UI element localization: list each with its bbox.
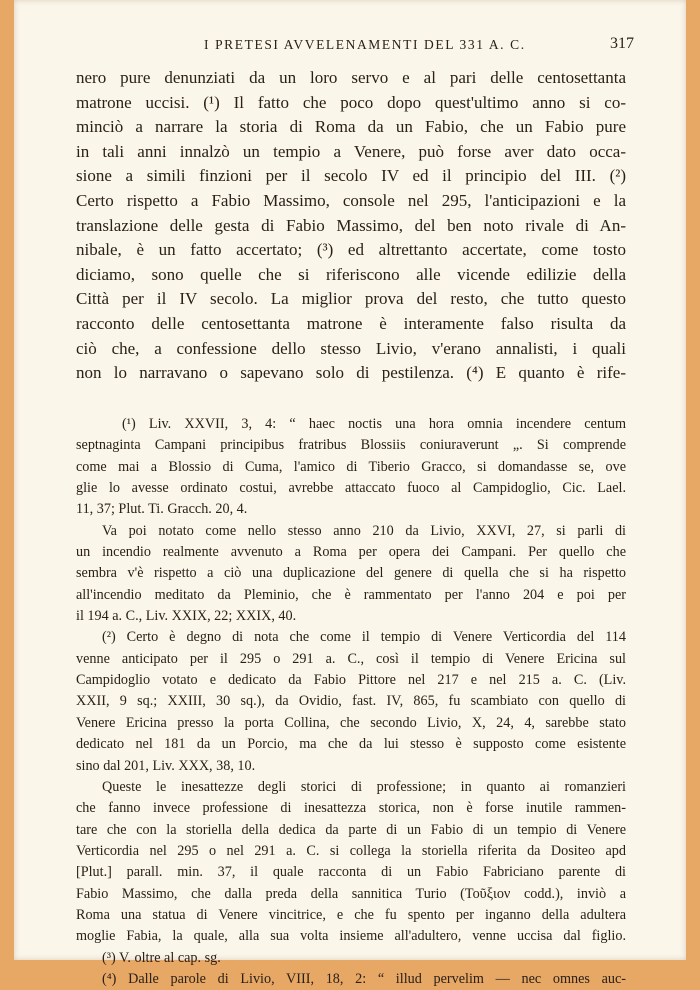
text-line: ciò che, a confessione dello stesso Livio, v'erano annalisti, i quali: [76, 338, 626, 358]
footnote-line: (¹) Liv. XXVII, 3, 4: “ haec noctis una hora omnia incendere centum: [122, 416, 626, 432]
text-line: in tali anni innalzò un tempio a Venere, può forse aver dato occa-: [76, 141, 626, 161]
text-line: matrone uccisi. (¹) Il fatto che poco dopo quest'ultimo anno si co-: [76, 92, 626, 112]
footnote-line: un incendio realmente avvenuto a Roma per opera dei Campani. Per quello che: [76, 544, 626, 561]
text-line: sione a simili finzioni per il secolo IV ed il principio del III. (²): [76, 166, 626, 186]
text-line: minciò a narrare la storia di Roma da un Fabio, che un Fabio pure: [76, 117, 626, 137]
footnote-line: sembra v'è rispetto a ciò una duplicazione del genere di quella che si ha rispetto: [76, 565, 626, 582]
book-page: [14, 0, 686, 987]
footnote-line: Queste le inesattezze degli storici di professione; in quanto ai romanzieri: [102, 778, 626, 795]
footnote-line: tare che con la storiella della dedica da parte di un Fabio di un tempio di Venere: [76, 821, 626, 838]
footnote-line: Roma una statua di Venere vincitrice, e che fu spento per inganno della adultera: [76, 906, 626, 923]
footnote-line: come mai a Blossio di Cuma, l'amico di Tiberio Gracco, si domandasse se, ove: [76, 458, 626, 475]
footnote-line: il 194 a. C., Liv. XXIX, 22; XXIX, 40.: [76, 608, 297, 625]
text-line: diciamo, sono quelle che si riferiscono alle vicende edilizie della: [76, 264, 626, 284]
footnotes: [76, 414, 626, 990]
footnote-line: 11, 37; Plut. Ti. Gracch. 20, 4.: [76, 501, 248, 518]
text-line: Città per il IV secolo. La miglior prova del resto, che tutto questo: [76, 289, 626, 309]
footnote-line: venne anticipato per il 295 o 291 a. C., così il tempio di Venere Ericina sul: [76, 650, 626, 667]
text-line: nibale, è un fatto accertato; (³) ed altrettanto accertate, come tosto: [76, 240, 626, 260]
footnote-line: Campidoglio votato e dedicato da Fabio Pittore nel 217 e nel 215 a. C. (Liv.: [76, 672, 626, 689]
footnote-line: [Plut.] parall. min. 37, il quale racconta di un Fabio Fabriciano parente di: [76, 864, 626, 881]
page-number: 317: [610, 35, 634, 52]
footnote-line: Venere Ericina presso la porta Collina, che secondo Livio, X, 24, 4, sarebbe stato: [76, 714, 626, 731]
footnote-line: dedicato nel 181 da un Porcio, ma che da lui stesso è supposto come esistente: [76, 736, 626, 753]
text-line: nero pure denunziati da un loro servo e al pari delle centosettanta: [76, 68, 626, 87]
footnote-line: XXII, 9 sq.; XXIII, 30 sq.), da Ovidio, fast. IV, 865, fu scambiato con quello di: [76, 693, 626, 710]
footnote-line: Verticordia nel 295 o nel 291 a. C. si collega la storiella riferita da Dositeo apd: [76, 842, 626, 859]
text-line: non lo narravano o sapevano solo di pestilenza. (⁴) E quanto è rife-: [76, 363, 626, 383]
footnote-line: Va poi notato come nello stesso anno 210 da Livio, XXVI, 27, si parli di: [102, 522, 626, 539]
footnote-line: septnaginta Campani principibus fratribus Blossiis coniuraverunt „. Si comprende: [76, 437, 626, 454]
footnote-line: che fanno invece professione di inesattezza storica, non è forse inutile rammen-: [76, 800, 626, 817]
text-line: racconto delle centosettanta matrone è interamente falso risulta da: [76, 313, 626, 333]
main-text: [76, 66, 626, 386]
footnote-line: moglie Fabia, la quale, alla sua volta insieme all'adultero, venne uccisa dal figlio.: [76, 928, 626, 945]
footnote-line: (³) V. oltre al cap. sg.: [102, 949, 221, 966]
running-header: [74, 35, 634, 55]
text-line: Certo rispetto a Fabio Massimo, console nel 295, l'anticipazioni e la: [76, 190, 626, 210]
footnote-line: sino dal 201, Liv. XXX, 38, 10.: [76, 757, 256, 774]
running-title: I PRETESI AVVELENAMENTI DEL 331 A. C.: [204, 37, 526, 52]
text-line: translazione delle gesta di Fabio Massimo, del ben noto rivale di An-: [76, 215, 626, 235]
footnote-line: all'incendio meditato da Pleminio, che è rammentato per l'anno 204 e poi per: [76, 586, 626, 603]
footnote-line: (²) Certo è degno di nota che come il tempio di Venere Verticordia del 114: [102, 629, 626, 646]
footnote-line: (⁴) Dalle parole di Livio, VIII, 18, 2: “ illud pervelim — nec omnes auc-: [102, 970, 626, 987]
footnote-line: glie lo avesse ordinato costui, avrebbe attaccato fuoco al Campidoglio, Cic. Lael.: [76, 480, 626, 497]
footnote-line: Fabio Massimo, che dalla preda della sannitica Turio (Τοῦξιον codd.), inviò a: [76, 885, 626, 902]
